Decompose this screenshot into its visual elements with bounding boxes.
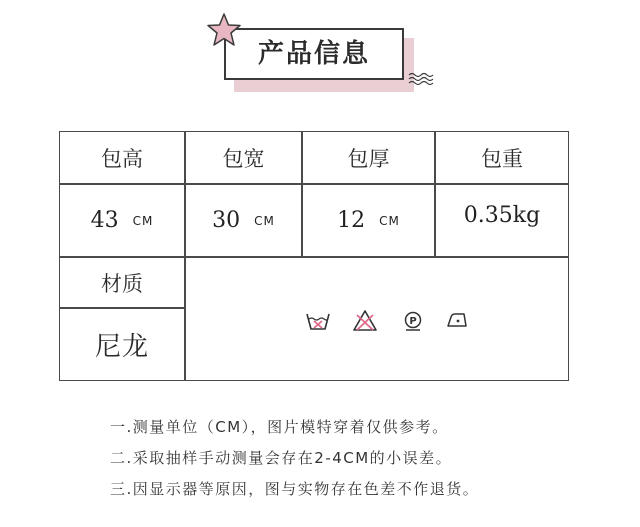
- dry-clean-p-icon: [403, 311, 423, 331]
- value-number: 30: [212, 208, 241, 233]
- note-item: 一.测量单位（CM），图片模特穿着仅供参考。: [110, 418, 449, 436]
- header-thickness: 包厚: [347, 146, 390, 171]
- section-header: [224, 28, 416, 94]
- value-number: 0.35kg: [463, 203, 541, 228]
- material-value: 尼龙: [94, 332, 149, 362]
- value-thickness: [303, 185, 434, 256]
- header-width: 包宽: [222, 146, 265, 171]
- value-unit: CM: [254, 213, 275, 228]
- value-weight: [436, 185, 568, 256]
- header-weight: 包重: [481, 146, 523, 171]
- value-height: [60, 185, 184, 256]
- value-number: 43: [90, 208, 119, 233]
- material-label: 材质: [101, 271, 143, 296]
- notes-list: [110, 412, 590, 505]
- note-item: 三.因显示器等原因，图与实物存在色差不作退货。: [110, 480, 480, 498]
- star-icon: [206, 12, 242, 48]
- waves-icon: [408, 72, 436, 86]
- iron-low-icon: [444, 311, 470, 329]
- value-number: 12: [337, 208, 366, 233]
- page-title: 产品信息: [257, 39, 370, 69]
- value-width: [186, 185, 301, 256]
- product-info-table: [59, 131, 569, 381]
- hand-wash-icon: [305, 310, 331, 332]
- note-item: 二.采取抽样手动测量会存在2-4CM的小误差。: [110, 449, 453, 467]
- value-unit: CM: [132, 213, 154, 228]
- no-bleach-icon: [352, 309, 378, 332]
- header-height: 包高: [101, 146, 143, 171]
- svg-text:P: P: [409, 316, 417, 327]
- value-unit: CM: [379, 213, 400, 228]
